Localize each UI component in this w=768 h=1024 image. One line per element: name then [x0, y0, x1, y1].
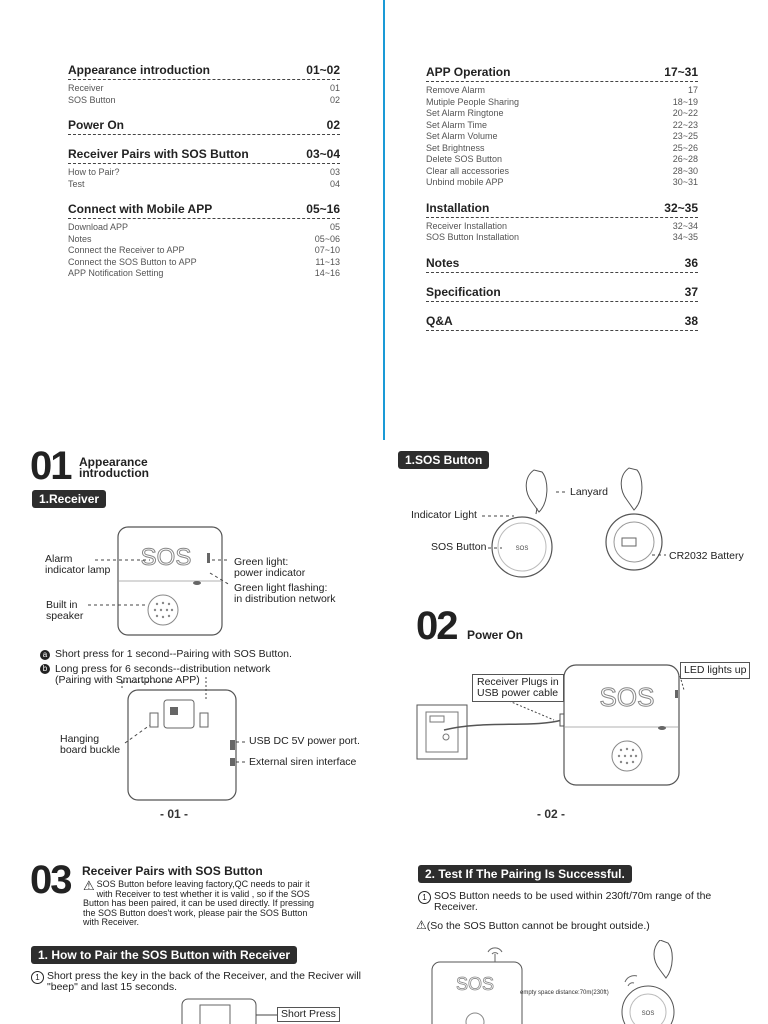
plugs-label: Receiver Plugs in USB power cable — [472, 674, 564, 702]
toc-item — [426, 131, 698, 143]
toc-item-label: Clear all accessories — [426, 165, 510, 176]
step-a-icon: a — [40, 650, 50, 660]
toc-item — [426, 85, 698, 97]
toc-items — [426, 85, 698, 189]
toc-item-page: 32~34 — [672, 220, 698, 231]
battery-label: CR2032 Battery — [669, 550, 744, 562]
toc-section-title: Specification — [426, 284, 501, 299]
toc-section — [68, 147, 340, 164]
toc-item-label: APP Notification Setting — [68, 268, 164, 278]
toc-item-label: Set Alarm Volume — [426, 131, 498, 141]
toc-item-label: Notes — [68, 233, 92, 244]
toc-item — [68, 268, 340, 280]
toc-section-title: Receiver Pairs with SOS Button — [68, 147, 249, 161]
toc-item-page: 25~26 — [672, 142, 698, 153]
toc-item-page: 23~25 — [672, 131, 698, 141]
power-on-diagram — [384, 660, 768, 790]
toc-item — [68, 167, 340, 179]
toc-item — [68, 179, 340, 191]
toc-section-title: Appearance introduction — [68, 63, 211, 77]
toc-item-label: Unbind mobile APP — [426, 177, 504, 187]
step-a: a Short press for 1 second--Pairing with SOS Button. — [40, 649, 292, 660]
usb-port-label: USB DC 5V power port. — [249, 735, 360, 747]
section-title: Receiver Pairs with SOS Button — [82, 864, 263, 878]
toc-item-page: 34~35 — [672, 232, 698, 242]
step-b: b Long press for 6 seconds--distribution network (Pairing with Smartphone APP) — [40, 664, 270, 686]
toc-section — [426, 256, 698, 273]
green-flash-label: Green light flashing: in distribution network — [234, 582, 336, 605]
toc-section-pages: 32~35 — [664, 200, 698, 215]
toc-item-label: Receiver — [68, 83, 104, 93]
toc-section-title: Installation — [426, 200, 490, 215]
toc-section — [426, 314, 698, 331]
toc-item-page: 04 — [329, 178, 340, 189]
toc-item — [426, 177, 698, 189]
toc-section-pages: 38 — [684, 313, 698, 328]
test-note: ⚠(So the SOS Button cannot be brought outside.) — [416, 918, 650, 932]
toc-item-page: 30~31 — [672, 177, 698, 187]
toc-item-label: Set Alarm Time — [426, 119, 488, 130]
speaker-label: Built in speaker — [46, 599, 84, 622]
page-number: - 01 - — [160, 807, 189, 821]
warning-block: ⚠ SOS Button before leaving factory,QC needs to pair it with Receiver to test whether it is valid , so if the SOS Button has been paired, it can be used directly. If pressing the SOS Button does't work, please pair the SOS Button with Receiver. — [83, 878, 314, 927]
receiver-tag: 1.Receiver — [32, 490, 106, 508]
toc-items — [426, 221, 698, 244]
toc-section — [68, 118, 340, 135]
pair-tag: 1. How to Pair the SOS Button with Receiver — [31, 946, 297, 964]
toc-item-label: SOS Button Installation — [426, 232, 520, 242]
toc-item-page: 18~19 — [672, 96, 698, 107]
page-number: - 02 - — [537, 807, 566, 821]
toc-item — [426, 221, 698, 233]
toc-item — [426, 143, 698, 155]
toc-section-title: Power On — [68, 118, 125, 132]
toc-section-pages: 05~16 — [306, 202, 340, 216]
section-number-03: 03 — [30, 858, 71, 902]
sos-button-diagram — [384, 462, 768, 592]
toc-section — [68, 202, 340, 219]
toc-item-page: 20~22 — [672, 108, 698, 118]
toc-item — [426, 120, 698, 132]
toc-item — [426, 166, 698, 178]
distance-label: empty space distance:70m(230ft) — [520, 990, 609, 996]
svg-text:SOS: SOS — [140, 544, 192, 571]
toc-item-page: 05 — [329, 222, 340, 232]
toc-section-title: Connect with Mobile APP — [68, 202, 213, 216]
svg-text:SOS: SOS — [641, 1011, 655, 1017]
sos-button-tag: 1.SOS Button — [398, 451, 489, 469]
section-title: Appearance introduction — [79, 455, 149, 480]
lanyard-label: Lanyard — [570, 486, 608, 498]
sos-button-label: SOS Button — [431, 541, 487, 553]
section-number-01: 01 — [30, 444, 71, 488]
step-1-icon: 1 — [418, 891, 431, 904]
range-diagram — [420, 940, 768, 1024]
warning-icon: ⚠ — [416, 918, 427, 932]
toc-section-pages: 03~04 — [306, 147, 340, 161]
toc-item-page: 26~28 — [672, 154, 698, 164]
step-1-icon: 1 — [31, 971, 44, 984]
toc-item-label: Connect the Receiver to APP — [68, 245, 185, 255]
toc-section — [426, 285, 698, 302]
pair-step-1: 1 Short press the key in the back of the Receiver, and the Reciver will "beep" and last 15 seconds. — [31, 971, 361, 993]
toc-section-title: Q&A — [426, 313, 453, 328]
pair-diagram — [170, 995, 280, 1024]
toc-section-pages: 02 — [326, 118, 340, 132]
toc-item — [426, 154, 698, 166]
section-title: Power On — [467, 628, 524, 642]
toc-right — [426, 65, 698, 331]
toc-section-pages: 36 — [684, 255, 698, 270]
toc-section — [426, 65, 698, 82]
toc-item — [426, 108, 698, 120]
toc-item — [426, 232, 698, 244]
toc-section-title: Notes — [426, 255, 460, 270]
alarm-lamp-label: Alarm indicator lamp — [45, 553, 111, 576]
test-tag: 2. Test If The Pairing Is Successful. — [418, 865, 632, 883]
toc-item-label: Set Brightness — [426, 142, 485, 153]
hanging-buckle-label: Hanging board buckle — [60, 733, 121, 756]
toc-items — [68, 83, 340, 106]
toc-item-label: Set Alarm Ringtone — [426, 108, 504, 118]
section-number-02: 02 — [416, 604, 457, 648]
toc-section-pages: 01~02 — [306, 63, 340, 77]
step-b-icon: b — [40, 664, 50, 674]
toc-item — [68, 234, 340, 246]
toc-item-page: 03 — [329, 167, 340, 177]
toc-items — [68, 222, 340, 280]
toc-item-page: 02 — [329, 94, 340, 105]
toc-item-label: How to Pair? — [68, 167, 120, 177]
toc-item-page: 17 — [687, 85, 698, 95]
indicator-light-label: Indicator Light — [411, 509, 477, 521]
test-step-1: 1 SOS Button needs to be used within 230ft/70m range of the Receiver. — [418, 891, 711, 913]
toc-item-label: SOS Button — [68, 94, 116, 105]
toc-items — [68, 167, 340, 190]
toc-item — [68, 222, 340, 234]
page-divider — [383, 0, 385, 440]
toc-item-page: 01 — [329, 83, 340, 93]
toc-item-label: Test — [68, 178, 85, 189]
siren-label: External siren interface — [249, 756, 357, 768]
toc-item-page: 22~23 — [672, 119, 698, 130]
toc-item — [426, 97, 698, 109]
warning-icon: ⚠ — [83, 878, 95, 893]
toc-item-label: Download APP — [68, 222, 129, 232]
svg-text:SOS: SOS — [599, 682, 655, 712]
toc-item — [68, 245, 340, 257]
toc-section-title: APP Operation — [426, 65, 511, 79]
toc-item-page: 07~10 — [314, 245, 340, 255]
toc-item — [68, 83, 340, 95]
svg-text:SOS: SOS — [515, 546, 529, 552]
toc-section — [426, 201, 698, 218]
toc-item-page: 14~16 — [314, 268, 340, 278]
toc-item-label: Remove Alarm — [426, 85, 486, 95]
toc-section — [68, 63, 340, 80]
svg-text:SOS: SOS — [455, 974, 495, 994]
toc-item-page: 28~30 — [672, 165, 698, 176]
led-label: LED lights up — [680, 662, 750, 679]
toc-section-pages: 37 — [684, 284, 698, 299]
toc-item-label: Mutiple People Sharing — [426, 96, 520, 107]
toc-item-label: Receiver Installation — [426, 220, 508, 231]
toc-left — [68, 63, 340, 280]
toc-section-pages: 17~31 — [664, 65, 698, 79]
toc-item-label: Delete SOS Button — [426, 154, 503, 164]
green-light-label: Green light: power indicator — [234, 556, 306, 579]
toc-item-label: Connect the SOS Button to APP — [68, 256, 197, 267]
short-press-label: Short Press — [277, 1007, 340, 1022]
toc-item-page: 11~13 — [315, 256, 340, 267]
toc-item — [68, 95, 340, 107]
toc-item-page: 05~06 — [314, 233, 340, 244]
toc-item — [68, 257, 340, 269]
